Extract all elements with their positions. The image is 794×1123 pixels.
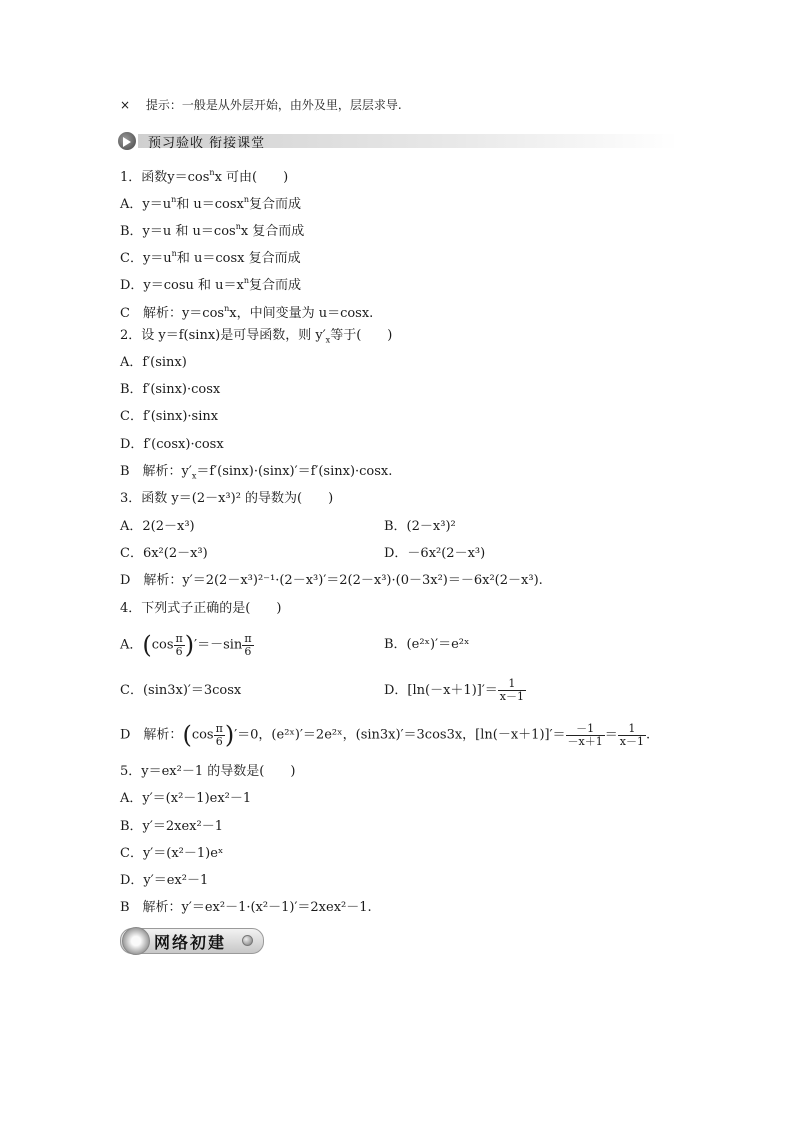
q1-stem: 1．函数$y=\cos^nx$ 可由( ) xyxy=(120,168,289,185)
q4-option-b: B．(e²ˣ)′＝e²ˣ xyxy=(384,637,470,652)
q1-option-d: D．y＝cosu 和 $u=x^n$复合而成 xyxy=(120,276,302,293)
q5-option-a: A．y′＝(x²－1)ex²－1 xyxy=(120,791,252,806)
network-title: 网络初建 xyxy=(154,933,227,952)
q3-stem: 3．函数 y＝(2－x³)² 的导数为( ) xyxy=(120,491,334,506)
q3-option-c: C．6x²(2－x³) xyxy=(120,546,208,561)
dot-icon xyxy=(242,935,253,946)
q3-option-a: A．2(2－x³) xyxy=(120,519,195,534)
q1-option-a: A．$y=u^n$和 u＝cosx$^n$复合而成 xyxy=(120,195,302,212)
q2-option-b: B．f′(sinx)·cosx xyxy=(120,382,221,397)
cross-mark: × xyxy=(120,98,131,112)
q5-stem: 5．y＝ex²－1 的导数是( ) xyxy=(120,764,296,779)
q2-answer: B 解析：$y'_x=f'(\sin x)\cdot(\sin x)'=f'(\sin x)\cdot\cos x$. xyxy=(120,464,393,481)
q3-answer: D 解析：y′＝2(2－x³)²⁻¹·(2－x³)′＝2(2－x³)·(0－3x²)＝－6x²(2－x³). xyxy=(120,573,543,588)
q4-option-d: D．[ln(－x＋1)]′＝ $\frac{1}{x-1}$ xyxy=(384,677,524,703)
q3-option-b: B．(2－x³)² xyxy=(384,519,456,534)
disc-icon xyxy=(122,927,150,955)
q1-option-b: B．y＝u 和 $u=\cos^nx$ 复合而成 xyxy=(120,222,305,239)
network-section-header xyxy=(120,928,264,954)
q5-option-b: B．y′＝2xex²－1 xyxy=(120,819,223,834)
q4-answer: D 解析：(cos $\frac{\pi}{6}$ )′＝0，(e²ˣ)′＝2e²ˣ，(sin3x)′＝3cos3x，[ln(－x＋1)]′＝ $\frac{-1}{-x+1}$ ＝ $\frac{1}{x-1}$ . xyxy=(120,721,651,749)
q3-option-d: D．－6x²(2－x³) xyxy=(384,546,486,561)
banner-title: 预习验收 衔接课堂 xyxy=(148,136,266,151)
arrow-circle-icon xyxy=(118,132,136,150)
q5-answer: B 解析：y′＝ex²－1·(x²－1)′＝2xex²－1. xyxy=(120,900,372,915)
hint-line xyxy=(120,96,402,114)
q5-option-c: C．y′＝(x²－1)eˣ xyxy=(120,846,224,861)
q4-option-c: C．(sin3x)′＝3cosx xyxy=(120,683,242,698)
q2-stem: 2．设 y＝f(sinx)是可导函数，则 $y'_x$等于( ) xyxy=(120,328,393,345)
q4-option-a: A．(cos $\frac{\pi}{6}$ )′＝－sin $\frac{\pi}{6}$ xyxy=(120,631,252,659)
hint-text: 提示：一般是从外层开始，由外及里，层层求导. xyxy=(145,98,402,112)
q2-option-a: A．f′(sinx) xyxy=(120,355,187,370)
q4-stem: 4．下列式子正确的是( ) xyxy=(120,601,282,616)
q5-option-d: D．y′＝ex²－1 xyxy=(120,873,209,888)
q2-option-d: D．f′(cosx)·cosx xyxy=(120,437,224,452)
section-banner xyxy=(118,131,678,151)
q1-answer: C 解析：$y=\cos^nx$，中间变量为 u＝cosx. xyxy=(120,304,374,321)
q1-option-c: C．$y=u^n$和 u＝cosx 复合而成 xyxy=(120,249,301,266)
q2-option-c: C．f′(sinx)·sinx xyxy=(120,409,219,424)
